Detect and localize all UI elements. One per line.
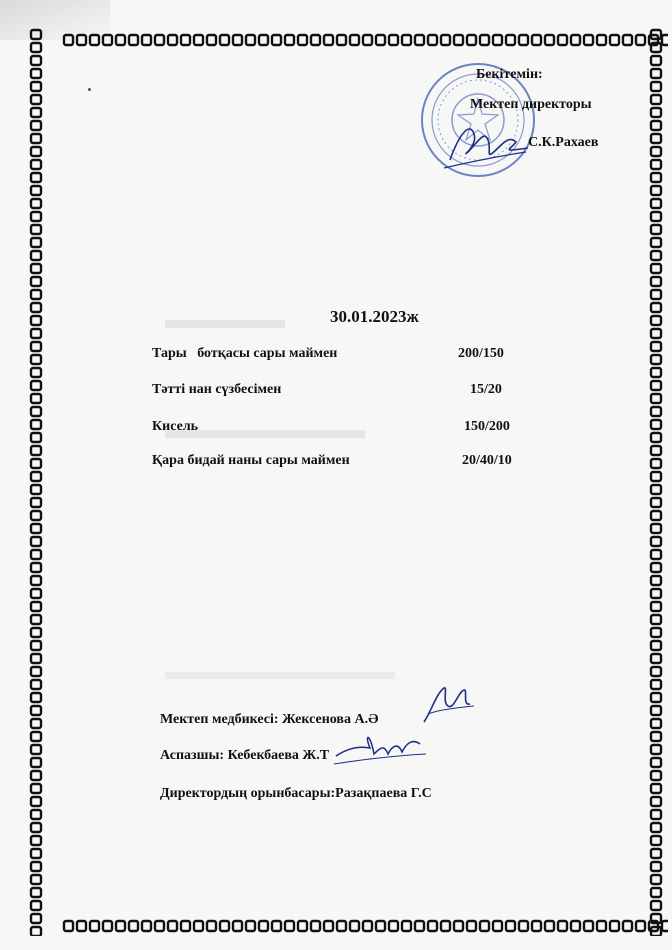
dish-portion: 15/20 [470, 382, 502, 397]
menu-row [152, 419, 572, 441]
dish-name: Кисель [152, 419, 199, 434]
director-position: Мектеп директоры [470, 97, 592, 112]
speck [88, 88, 91, 91]
director-name: С.К.Рахаев [528, 135, 599, 150]
dish-name: Тары ботқасы сары маймен [152, 346, 338, 361]
dish-name: Қара бидай наны сары маймен [152, 453, 350, 468]
menu-row [152, 382, 572, 404]
cook-signature-icon [330, 726, 430, 770]
menu-row [152, 453, 572, 475]
border-bottom [62, 918, 668, 934]
dish-portion: 200/150 [458, 346, 504, 361]
dish-portion: 20/40/10 [462, 453, 512, 468]
showthrough-line [165, 320, 285, 328]
menu-row [152, 346, 572, 368]
showthrough-line [165, 672, 395, 679]
director-signature-icon [440, 112, 530, 174]
dish-portion: 150/200 [464, 419, 510, 434]
menu-date: 30.01.2023ж [330, 307, 419, 326]
deputy-line: Директордың орынбасары:Разақпаева Г.С [160, 786, 432, 801]
approved-label: Бекітемін: [476, 67, 543, 82]
nurse-signature-icon [418, 680, 478, 728]
nurse-line: Мектеп медбикесі: Жексенова А.Ә [160, 712, 379, 727]
cook-line: Аспазшы: Кебекбаева Ж.Т [160, 748, 330, 763]
border-top [62, 32, 668, 48]
border-right [648, 28, 664, 936]
dish-name: Тәтті нан сүзбесімен [152, 382, 282, 397]
border-left [28, 28, 44, 936]
